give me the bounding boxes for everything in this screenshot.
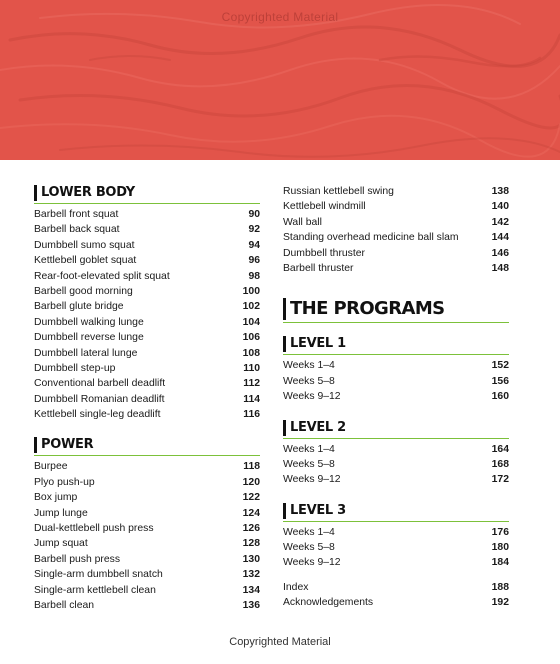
toc-entry[interactable] [34,392,260,407]
toc-entry[interactable] [34,536,260,551]
toc-entry[interactable] [283,472,509,487]
entry-title: Dumbbell walking lunge [34,316,144,328]
entry-title: Box jump [34,492,78,504]
page-number: 138 [491,186,509,197]
section-title: LOWER BODY [41,185,135,200]
entry-title: Dumbbell Romanian deadlift [34,393,165,405]
section-header-power [34,436,260,456]
section-header-lower-body [34,184,260,204]
page-number: 130 [242,553,260,565]
entry-title: Russian kettlebell swing [283,186,394,197]
entry-title: Conventional barbell deadlift [34,378,166,390]
page-number: 90 [248,209,260,220]
entry-title: Wall ball [283,216,322,228]
page-number: 184 [491,557,509,569]
toc-entry[interactable] [283,442,509,457]
toc-entry[interactable] [283,525,509,540]
toc-entry[interactable] [283,199,509,214]
page-number: 180 [491,542,509,554]
toc-entry[interactable] [283,374,509,389]
entry-title: Weeks 9–12 [283,557,341,569]
section-title: POWER [41,437,94,453]
toc-entry[interactable] [283,595,509,610]
header-bar [283,420,286,436]
level-1-list [283,358,509,404]
section-header-the-programs [283,296,509,323]
page-number: 156 [491,375,509,387]
page-number: 116 [243,409,260,421]
page-number: 144 [491,232,509,244]
page-number: 118 [243,461,260,473]
entry-title: Dumbbell lateral lunge [34,347,138,359]
page-number: 124 [242,507,260,519]
toc-entry[interactable] [283,555,509,570]
toc-entry[interactable] [34,361,260,376]
section-title: THE PROGRAMS [290,298,445,320]
page-number: 102 [242,301,260,313]
toc-entry[interactable] [283,246,509,261]
toc-entry[interactable] [34,567,260,582]
page-number: 136 [242,599,260,611]
cover-banner [0,0,560,160]
entry-title: Barbell thruster [283,262,354,274]
page-number: 120 [242,476,260,488]
entry-title: Weeks 5–8 [283,375,335,387]
page-number: 96 [248,255,260,267]
toc-entry[interactable] [34,284,260,299]
page-number: 108 [242,347,260,359]
page-number: 160 [491,391,509,403]
entry-title: Weeks 5–8 [283,458,335,470]
page-number: 112 [243,378,260,390]
header-bar [34,437,37,453]
page-number: 94 [248,239,260,251]
toc-entry[interactable] [34,346,260,361]
toc-entry[interactable] [283,580,509,595]
toc-entry[interactable] [34,238,260,253]
header-bar [283,503,286,519]
section-title: LEVEL 3 [290,502,346,518]
toc-entry[interactable] [34,253,260,268]
toc-entry[interactable] [283,540,509,555]
page-number: 148 [491,262,509,274]
page-number: 168 [491,458,509,470]
entry-title: Weeks 1–4 [283,360,335,372]
entry-title: Barbell clean [34,599,95,611]
toc-left-column [34,184,260,613]
toc-entry[interactable] [34,269,260,284]
toc-entry[interactable] [34,299,260,314]
page-number: 92 [248,224,260,236]
toc-entry[interactable] [283,389,509,404]
back-matter-list [283,580,509,611]
toc-entry[interactable] [34,598,260,613]
header-bar [283,336,286,352]
entry-title: Rear-foot-elevated split squat [34,270,170,282]
toc-entry[interactable] [34,207,260,222]
entry-title: Dual-kettlebell push press [34,523,154,535]
page-number: 146 [491,247,509,259]
level-2-list [283,442,509,488]
power-continued-list [283,184,509,276]
toc-entry[interactable] [283,184,509,199]
header-bar [34,185,37,201]
page-number: 106 [242,332,260,344]
page-number: 114 [243,393,260,405]
toc-entry[interactable] [34,407,260,422]
page-number: 140 [491,201,509,213]
toc-entry[interactable] [34,490,260,505]
toc-entry[interactable] [283,261,509,276]
section-header-level-1 [283,335,509,355]
entry-title: Barbell glute bridge [34,301,124,313]
entry-title: Burpee [34,461,68,473]
page-number: 98 [248,270,260,282]
section-title: LEVEL 2 [290,419,346,435]
entry-title: Acknowledgements [283,597,374,609]
page-number: 164 [491,443,509,455]
page-number: 188 [491,581,509,593]
toc-entry[interactable] [283,358,509,373]
toc-entry[interactable] [34,521,260,536]
toc-entry[interactable] [34,583,260,598]
entry-title: Weeks 9–12 [283,474,341,486]
entry-title: Jump lunge [34,507,88,519]
toc-entry[interactable] [34,552,260,567]
page-number: 132 [242,569,260,581]
entry-title: Barbell back squat [34,224,120,236]
entry-title: Kettlebell single-leg deadlift [34,409,161,421]
texture-pattern [0,0,560,160]
footer-copyright: Copyrighted Material [229,636,331,648]
entry-title: Standing overhead medicine ball slam [283,232,459,244]
page-number: 192 [491,597,509,609]
page-number: 134 [242,584,260,596]
entry-title: Kettlebell windmill [283,201,366,213]
level-3-list [283,525,509,571]
page-number: 142 [491,216,509,228]
entry-title: Weeks 5–8 [283,542,335,554]
entry-title: Index [283,581,309,593]
entry-title: Jump squat [34,538,88,550]
entry-title: Single-arm dumbbell snatch [34,569,163,581]
page-number: 128 [242,538,260,550]
toc-right-column [283,184,509,611]
section-title: LEVEL 1 [290,336,346,352]
page-number: 152 [491,360,509,372]
toc-entry[interactable] [34,330,260,345]
page-number: 126 [242,523,260,535]
page-number: 176 [491,526,509,538]
entry-title: Barbell push press [34,553,121,565]
entry-title: Kettlebell goblet squat [34,255,137,267]
lower-body-list [34,207,260,422]
toc-entry[interactable] [34,506,260,521]
toc-entry[interactable] [283,230,509,245]
page-number: 172 [491,474,509,486]
entry-title: Weeks 1–4 [283,526,335,538]
toc-entry[interactable] [34,376,260,391]
section-header-level-2 [283,419,509,439]
power-list [34,459,260,613]
watermark-text: Copyrighted Material [221,10,339,24]
section-header-level-3 [283,502,509,522]
entry-title: Dumbbell thruster [283,247,366,259]
entry-title: Barbell good morning [34,285,133,297]
entry-title: Weeks 1–4 [283,443,335,455]
entry-title: Dumbbell step-up [34,362,116,374]
toc-entry[interactable] [283,457,509,472]
toc-entry[interactable] [34,475,260,490]
entry-title: Single-arm kettlebell clean [34,584,156,596]
toc-entry[interactable] [34,222,260,237]
entry-title: Weeks 9–12 [283,391,341,403]
page-number: 104 [242,316,260,328]
toc-entry[interactable] [34,315,260,330]
toc-entry[interactable] [34,459,260,474]
toc-entry[interactable] [283,215,509,230]
levels-container [283,335,509,571]
page-number: 100 [242,285,260,297]
entry-title: Barbell front squat [34,209,119,220]
entry-title: Plyo push-up [34,476,95,488]
entry-title: Dumbbell reverse lunge [34,332,144,344]
page-number: 122 [242,492,260,504]
page-number: 110 [243,362,260,374]
entry-title: Dumbbell sumo squat [34,239,135,251]
header-bar [283,298,286,320]
